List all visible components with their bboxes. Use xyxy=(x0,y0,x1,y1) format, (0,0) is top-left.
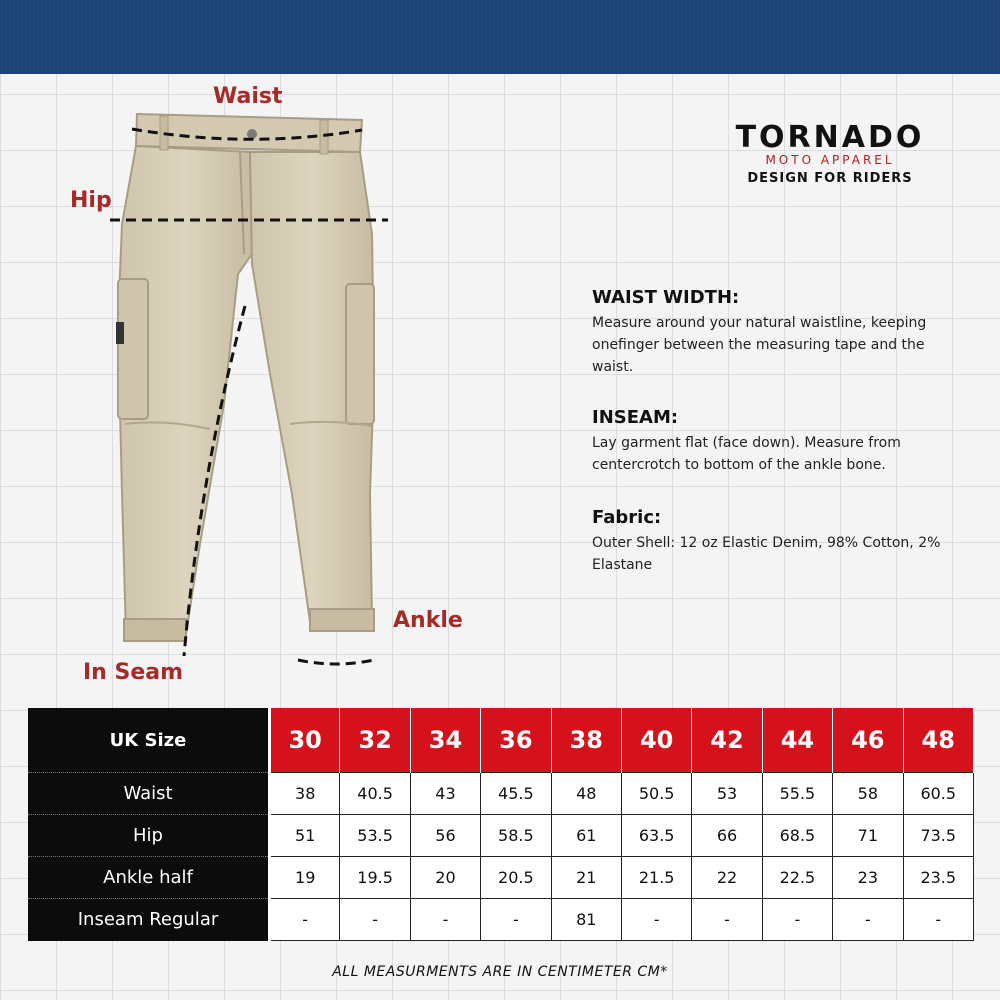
cargo-pants-image xyxy=(0,74,560,700)
size-header: 40 xyxy=(621,708,691,773)
uk-size-header: UK Size xyxy=(28,708,270,773)
row-label: Hip xyxy=(28,815,270,857)
table-cell: 45.5 xyxy=(481,773,551,815)
table-cell: - xyxy=(621,899,691,941)
table-cell: 20 xyxy=(410,857,480,899)
row-label: Ankle half xyxy=(28,857,270,899)
table-cell: 22 xyxy=(692,857,762,899)
table-cell: 20.5 xyxy=(481,857,551,899)
table-row xyxy=(28,857,974,899)
brand-subtitle: MOTO APPAREL xyxy=(765,153,895,167)
waist-width-section xyxy=(592,287,962,378)
inseam-title: INSEAM: xyxy=(592,407,679,428)
table-cell: 66 xyxy=(692,815,762,857)
table-row xyxy=(28,899,974,941)
table-cell: - xyxy=(903,899,973,941)
table-cell: - xyxy=(692,899,762,941)
fabric-title: Fabric: xyxy=(592,507,662,528)
table-cell: 48 xyxy=(551,773,621,815)
denim-header-band xyxy=(0,0,1000,74)
brand-tagline: DESIGN FOR RIDERS xyxy=(747,171,913,186)
size-header: 36 xyxy=(481,708,551,773)
table-cell: 68.5 xyxy=(762,815,832,857)
size-header: 44 xyxy=(762,708,832,773)
table-cell: 53 xyxy=(692,773,762,815)
table-cell: 58.5 xyxy=(481,815,551,857)
table-cell: 23.5 xyxy=(903,857,973,899)
size-header: 48 xyxy=(903,708,973,773)
size-header: 42 xyxy=(692,708,762,773)
table-cell: 23 xyxy=(833,857,903,899)
table-cell: 55.5 xyxy=(762,773,832,815)
row-label: Waist xyxy=(28,773,270,815)
table-cell: 71 xyxy=(833,815,903,857)
brand-logo xyxy=(700,120,960,186)
table-cell: 73.5 xyxy=(903,815,973,857)
table-cell: 53.5 xyxy=(340,815,410,857)
table-cell: - xyxy=(270,899,340,941)
waist-width-text: Measure around your natural waistline, keeping onefinger between the measuring tape and the waist. xyxy=(592,315,927,375)
size-header: 34 xyxy=(410,708,480,773)
table-cell: 40.5 xyxy=(340,773,410,815)
table-cell: 63.5 xyxy=(621,815,691,857)
table-cell: - xyxy=(762,899,832,941)
size-header: 46 xyxy=(833,708,903,773)
table-cell: 60.5 xyxy=(903,773,973,815)
inseam-label: In Seam xyxy=(83,660,184,685)
size-header: 38 xyxy=(551,708,621,773)
table-cell: 19 xyxy=(270,857,340,899)
inseam-section xyxy=(592,407,962,476)
size-chart-table xyxy=(28,708,974,941)
size-header-row xyxy=(28,708,974,773)
waist-label: Waist xyxy=(213,84,283,109)
table-cell: 56 xyxy=(410,815,480,857)
waist-width-title: WAIST WIDTH: xyxy=(592,287,740,308)
table-cell: 51 xyxy=(270,815,340,857)
fabric-text: Outer Shell: 12 oz Elastic Denim, 98% Cotton, 2% Elastane xyxy=(592,535,941,573)
table-cell: 58 xyxy=(833,773,903,815)
table-row xyxy=(28,815,974,857)
size-header: 32 xyxy=(340,708,410,773)
size-header: 30 xyxy=(270,708,340,773)
table-cell: 19.5 xyxy=(340,857,410,899)
table-cell: - xyxy=(410,899,480,941)
table-cell: 61 xyxy=(551,815,621,857)
table-cell: 21.5 xyxy=(621,857,691,899)
table-cell: 81 xyxy=(551,899,621,941)
inseam-text: Lay garment flat (face down). Measure from centercrotch to bottom of the ankle bone. xyxy=(592,435,901,473)
table-row xyxy=(28,773,974,815)
fabric-section xyxy=(592,507,962,576)
measurement-footnote: ALL MEASURMENTS ARE IN CENTIMETER CM* xyxy=(332,964,668,980)
table-cell: - xyxy=(481,899,551,941)
table-cell: 38 xyxy=(270,773,340,815)
table-cell: - xyxy=(833,899,903,941)
hip-label: Hip xyxy=(70,188,112,213)
table-cell: 50.5 xyxy=(621,773,691,815)
table-cell: 43 xyxy=(410,773,480,815)
ankle-label: Ankle xyxy=(393,608,463,633)
brand-name: TORNADO xyxy=(735,120,925,155)
table-cell: 22.5 xyxy=(762,857,832,899)
row-label: Inseam Regular xyxy=(28,899,270,941)
table-cell: - xyxy=(340,899,410,941)
table-cell: 21 xyxy=(551,857,621,899)
